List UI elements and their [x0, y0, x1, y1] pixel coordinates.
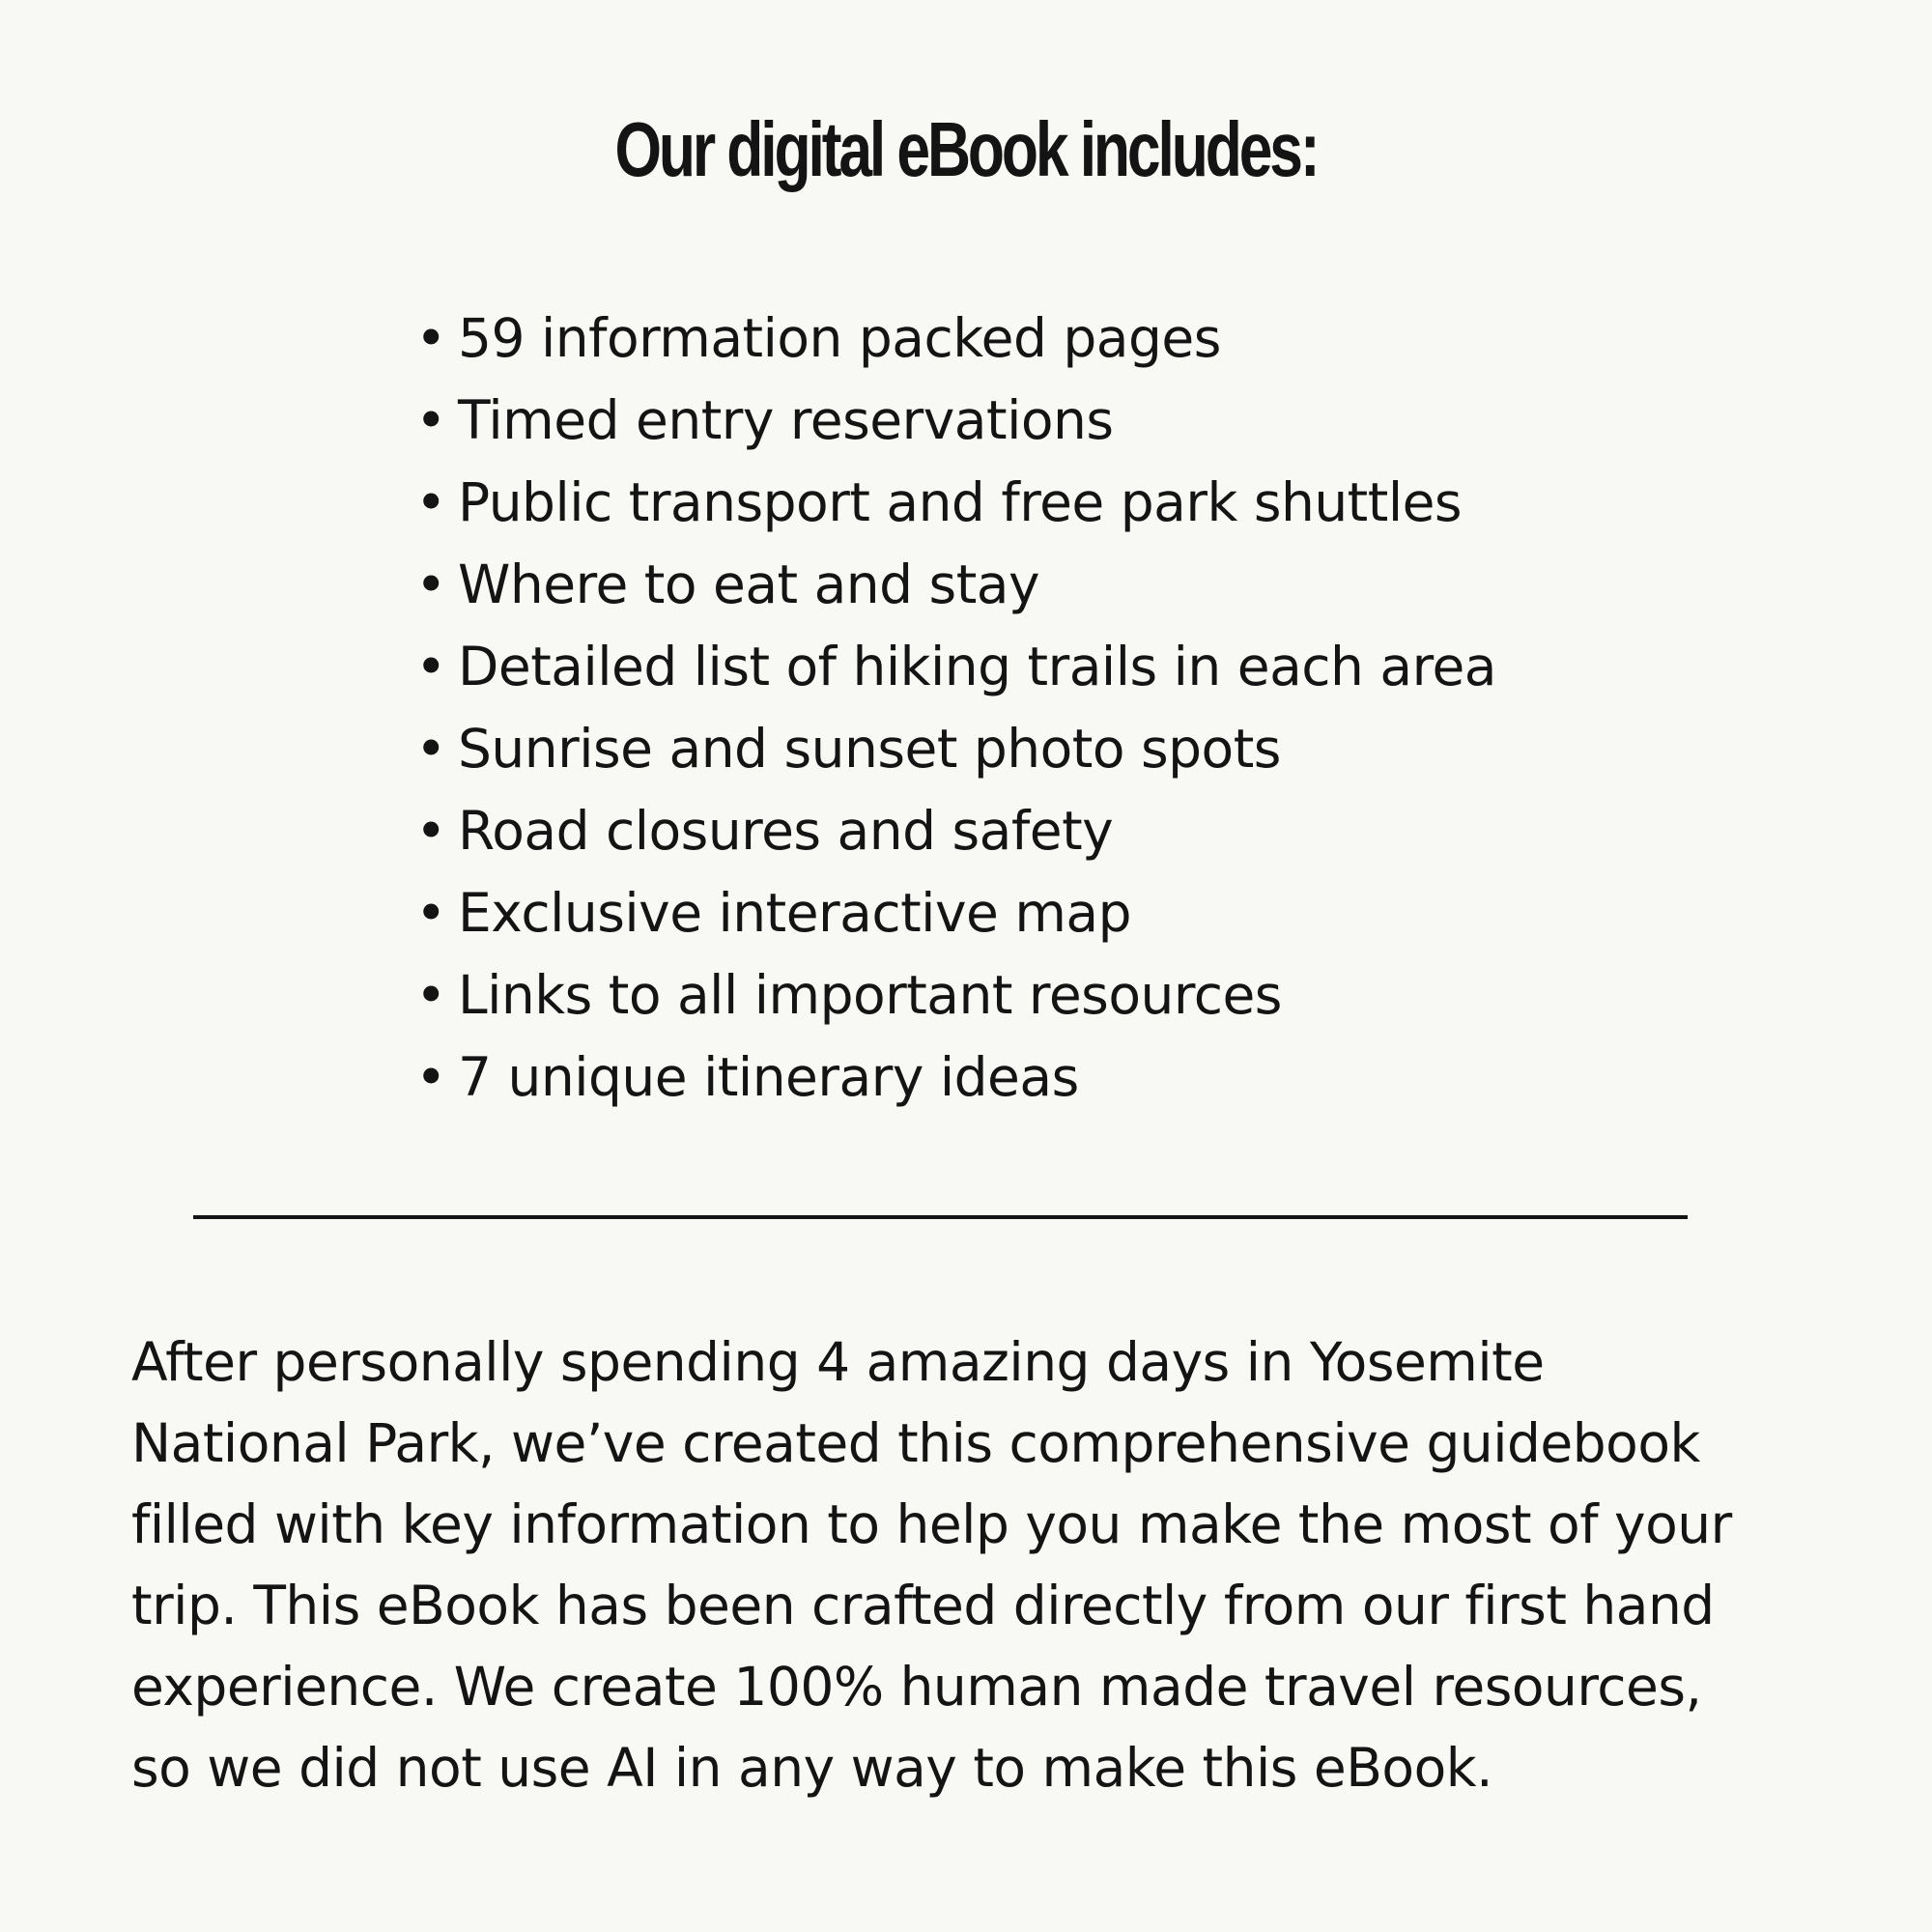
feature-list [415, 298, 1496, 1119]
feature-item [415, 298, 1496, 380]
divider [193, 1215, 1688, 1219]
feature-item [415, 1037, 1496, 1119]
description-line: After personally spending 4 amazing days in Yosemite [131, 1331, 1545, 1393]
feature-text: Sunrise and sunset photo spots [458, 718, 1281, 780]
feature-text: Road closures and safety [458, 800, 1114, 862]
feature-item [415, 462, 1496, 544]
description-line: filled with key information to help you make the most of your [131, 1493, 1732, 1555]
page-title: Our digital eBook includes: [614, 106, 1318, 192]
feature-item [415, 380, 1496, 462]
feature-item [415, 708, 1496, 790]
bullet-icon: • [415, 718, 446, 780]
feature-item [415, 626, 1496, 708]
feature-text: 7 unique itinerary ideas [458, 1046, 1079, 1108]
feature-item [415, 790, 1496, 872]
description-line: National Park, we’ve created this comprehensive guidebook [131, 1412, 1700, 1474]
feature-text: Timed entry reservations [458, 389, 1114, 451]
bullet-icon: • [415, 636, 446, 697]
description-line: trip. This eBook has been crafted directly from our first hand [131, 1575, 1715, 1636]
feature-text: Links to all important resources [458, 964, 1282, 1026]
bullet-icon: • [415, 554, 446, 615]
bullet-icon: • [415, 307, 446, 369]
feature-text: Exclusive interactive map [458, 882, 1132, 944]
description-line: so we did not use AI in any way to make this eBook. [131, 1737, 1493, 1799]
bullet-icon: • [415, 882, 446, 944]
bullet-icon: • [415, 964, 446, 1026]
feature-text: Where to eat and stay [458, 554, 1040, 615]
feature-item [415, 954, 1496, 1037]
bullet-icon: • [415, 1046, 446, 1108]
feature-item [415, 872, 1496, 954]
description-paragraph [131, 1321, 1832, 1808]
bullet-icon: • [415, 471, 446, 533]
feature-item [415, 544, 1496, 626]
feature-text: 59 information packed pages [458, 307, 1221, 369]
bullet-icon: • [415, 389, 446, 451]
description-line: experience. We create 100% human made travel resources, [131, 1656, 1702, 1718]
feature-text: Public transport and free park shuttles [458, 471, 1463, 533]
bullet-icon: • [415, 800, 446, 862]
feature-text: Detailed list of hiking trails in each area [458, 636, 1497, 697]
